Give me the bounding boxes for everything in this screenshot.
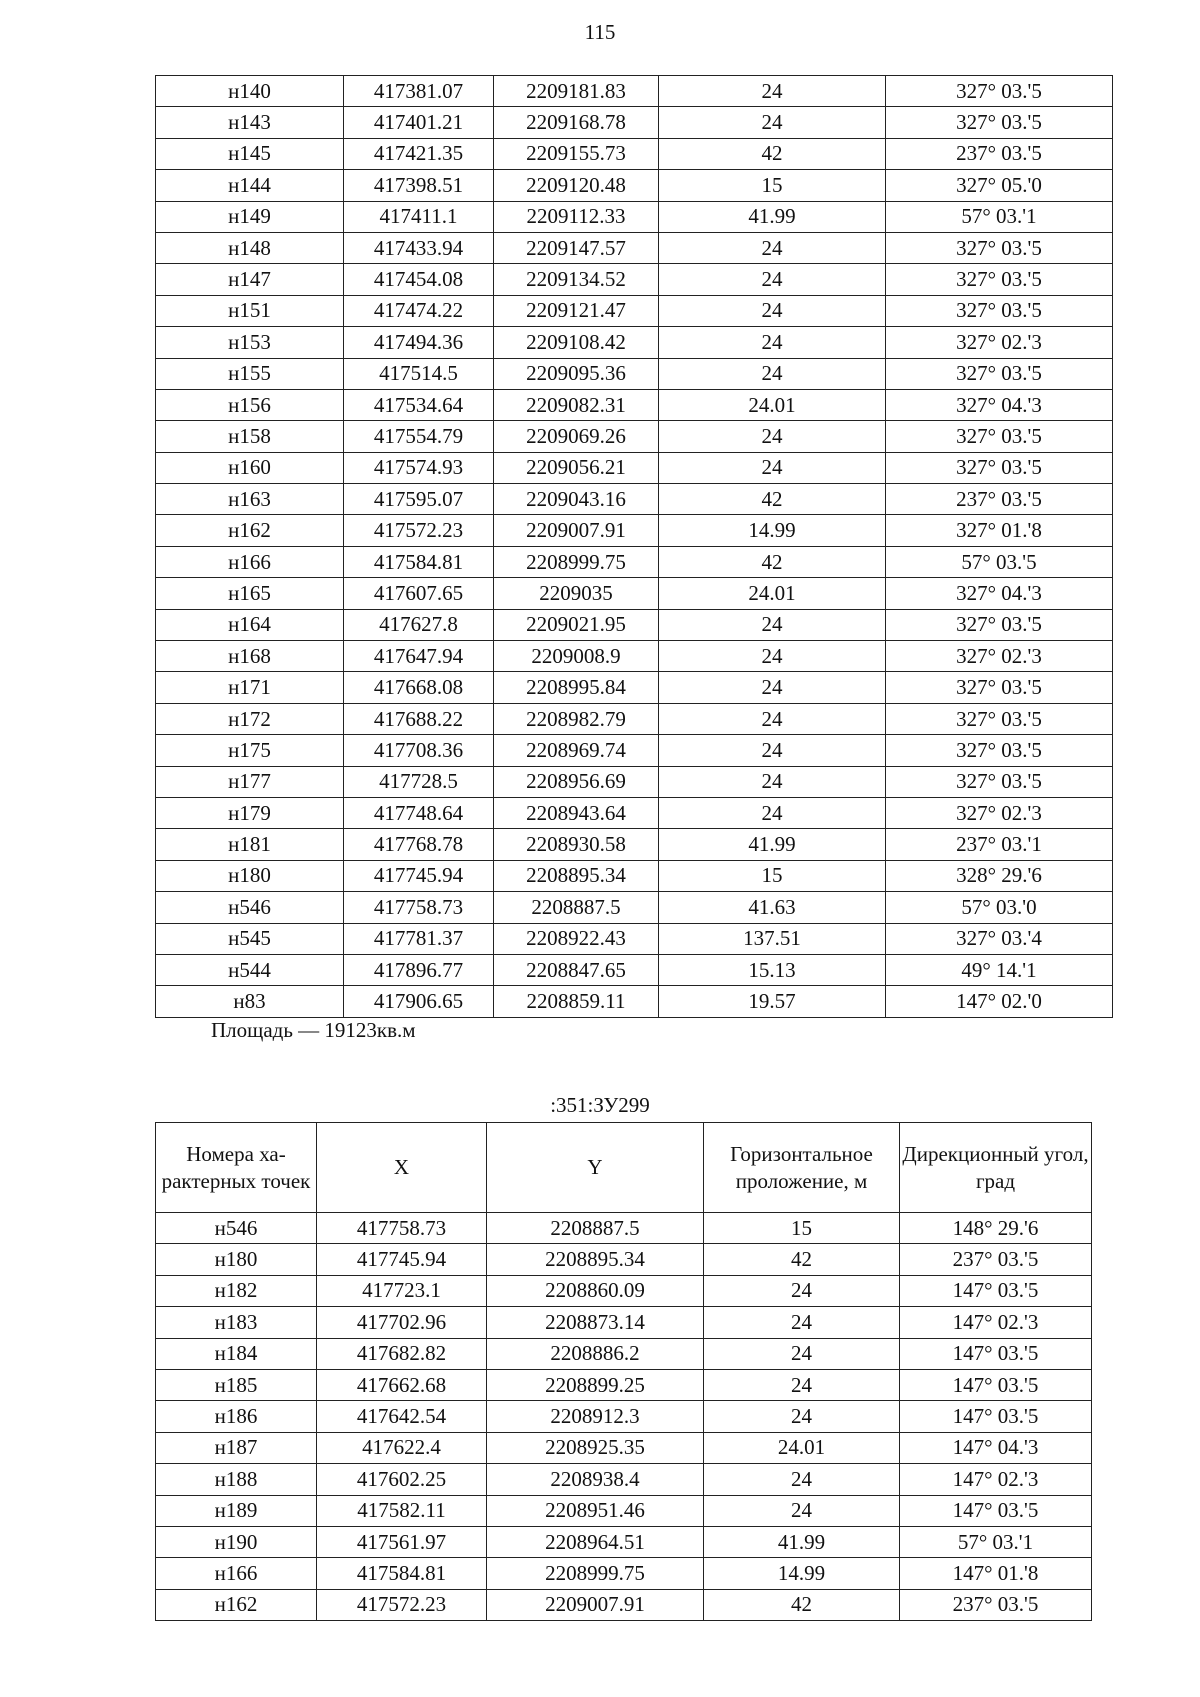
angle-cell: 327° 03.'5	[886, 264, 1113, 295]
distance-cell: 24	[704, 1495, 900, 1526]
table-row	[156, 327, 1113, 358]
distance-cell: 41.99	[659, 829, 886, 860]
coordinates-table-zu299-body	[156, 1213, 1092, 1621]
y-cell: 2209134.52	[494, 264, 659, 295]
angle-cell: 57° 03.'1	[886, 201, 1113, 232]
point-number-cell: н145	[156, 138, 344, 169]
x-cell: 417745.94	[344, 860, 494, 891]
x-cell: 417622.4	[317, 1432, 487, 1463]
point-number-cell: н180	[156, 1244, 317, 1275]
point-number-cell: н185	[156, 1369, 317, 1400]
table-row	[156, 892, 1113, 923]
distance-cell: 41.99	[704, 1526, 900, 1557]
y-cell: 2209035	[494, 578, 659, 609]
point-number-cell: н544	[156, 954, 344, 985]
point-number-cell: н149	[156, 201, 344, 232]
distance-cell: 24	[659, 76, 886, 107]
x-cell: 417421.35	[344, 138, 494, 169]
distance-cell: 24	[659, 703, 886, 734]
distance-cell: 24	[659, 295, 886, 326]
angle-cell: 237° 03.'5	[900, 1244, 1092, 1275]
table-row	[156, 201, 1113, 232]
y-cell: 2208969.74	[494, 735, 659, 766]
y-cell: 2208999.75	[487, 1558, 704, 1589]
point-number-cell: н186	[156, 1401, 317, 1432]
table-row	[156, 1464, 1092, 1495]
angle-cell: 327° 03.'5	[886, 232, 1113, 263]
y-cell: 2209095.36	[494, 358, 659, 389]
y-cell: 2209008.9	[494, 641, 659, 672]
point-number-cell: н180	[156, 860, 344, 891]
table-row	[156, 76, 1113, 107]
table-row	[156, 609, 1113, 640]
header-direction-angle: Дирекционный угол, град	[900, 1123, 1092, 1213]
point-number-cell: н545	[156, 923, 344, 954]
y-cell: 2208912.3	[487, 1401, 704, 1432]
x-cell: 417514.5	[344, 358, 494, 389]
point-number-cell: н177	[156, 766, 344, 797]
x-cell: 417748.64	[344, 797, 494, 828]
point-number-cell: н153	[156, 327, 344, 358]
x-cell: 417906.65	[344, 986, 494, 1017]
table-row	[156, 1275, 1092, 1306]
angle-cell: 327° 03.'5	[886, 703, 1113, 734]
angle-cell: 327° 03.'5	[886, 735, 1113, 766]
y-cell: 2209007.91	[487, 1589, 704, 1620]
distance-cell: 24	[659, 766, 886, 797]
point-number-cell: н188	[156, 1464, 317, 1495]
x-cell: 417572.23	[344, 515, 494, 546]
angle-cell: 147° 02.'3	[900, 1307, 1092, 1338]
distance-cell: 15	[659, 860, 886, 891]
point-number-cell: н166	[156, 546, 344, 577]
table-row	[156, 672, 1113, 703]
table-row	[156, 358, 1113, 389]
angle-cell: 327° 02.'3	[886, 641, 1113, 672]
point-number-cell: н164	[156, 609, 344, 640]
distance-cell: 24	[704, 1464, 900, 1495]
point-number-cell: н179	[156, 797, 344, 828]
point-number-cell: н155	[156, 358, 344, 389]
table-row	[156, 107, 1113, 138]
point-number-cell: н160	[156, 452, 344, 483]
y-cell: 2209121.47	[494, 295, 659, 326]
angle-cell: 148° 29.'6	[900, 1213, 1092, 1244]
table-row	[156, 1432, 1092, 1463]
distance-cell: 42	[659, 546, 886, 577]
table-row	[156, 1307, 1092, 1338]
point-number-cell: н187	[156, 1432, 317, 1463]
table-row	[156, 389, 1113, 420]
coordinates-table-continued	[155, 75, 1113, 1018]
x-cell: 417758.73	[317, 1213, 487, 1244]
table-row	[156, 766, 1113, 797]
point-number-cell: н546	[156, 1213, 317, 1244]
section-title: :351:ЗУ299	[550, 1093, 650, 1117]
point-number-cell: н190	[156, 1526, 317, 1557]
angle-cell: 237° 03.'5	[886, 138, 1113, 169]
x-cell: 417494.36	[344, 327, 494, 358]
y-cell: 2209168.78	[494, 107, 659, 138]
point-number-cell: н181	[156, 829, 344, 860]
distance-cell: 24.01	[659, 389, 886, 420]
y-cell: 2209147.57	[494, 232, 659, 263]
point-number-cell: н158	[156, 421, 344, 452]
angle-cell: 147° 03.'5	[900, 1338, 1092, 1369]
y-cell: 2208938.4	[487, 1464, 704, 1495]
distance-cell: 24	[659, 107, 886, 138]
point-number-cell: н184	[156, 1338, 317, 1369]
distance-cell: 14.99	[704, 1558, 900, 1589]
distance-cell: 19.57	[659, 986, 886, 1017]
y-cell: 2209021.95	[494, 609, 659, 640]
area-text: Площадь — 19123кв.м	[211, 1018, 416, 1042]
point-number-cell: н156	[156, 389, 344, 420]
angle-cell: 327° 03.'5	[886, 672, 1113, 703]
angle-cell: 147° 03.'5	[900, 1495, 1092, 1526]
point-number-cell: н162	[156, 1589, 317, 1620]
table-row	[156, 703, 1113, 734]
distance-cell: 42	[704, 1244, 900, 1275]
y-cell: 2208964.51	[487, 1526, 704, 1557]
angle-cell: 327° 02.'3	[886, 327, 1113, 358]
y-cell: 2209120.48	[494, 170, 659, 201]
y-cell: 2209056.21	[494, 452, 659, 483]
point-number-cell: н165	[156, 578, 344, 609]
point-number-cell: н175	[156, 735, 344, 766]
table-row	[156, 1338, 1092, 1369]
header-point-numbers: Номера ха-рактерных точек	[156, 1123, 317, 1213]
x-cell: 417647.94	[344, 641, 494, 672]
y-cell: 2209112.33	[494, 201, 659, 232]
y-cell: 2208922.43	[494, 923, 659, 954]
distance-cell: 41.63	[659, 892, 886, 923]
x-cell: 417682.82	[317, 1338, 487, 1369]
distance-cell: 24	[659, 327, 886, 358]
table-row	[156, 170, 1113, 201]
distance-cell: 24	[659, 641, 886, 672]
x-cell: 417602.25	[317, 1464, 487, 1495]
distance-cell: 24	[659, 421, 886, 452]
x-cell: 417728.5	[344, 766, 494, 797]
distance-cell: 24	[704, 1338, 900, 1369]
point-number-cell: н546	[156, 892, 344, 923]
angle-cell: 327° 03.'4	[886, 923, 1113, 954]
angle-cell: 147° 01.'8	[900, 1558, 1092, 1589]
x-cell: 417381.07	[344, 76, 494, 107]
table-row	[156, 1401, 1092, 1432]
x-cell: 417702.96	[317, 1307, 487, 1338]
point-number-cell: н168	[156, 641, 344, 672]
distance-cell: 42	[704, 1589, 900, 1620]
point-number-cell: н143	[156, 107, 344, 138]
distance-cell: 15.13	[659, 954, 886, 985]
x-cell: 417554.79	[344, 421, 494, 452]
x-cell: 417454.08	[344, 264, 494, 295]
table-row	[156, 1495, 1092, 1526]
y-cell: 2208859.11	[494, 986, 659, 1017]
angle-cell: 327° 03.'5	[886, 76, 1113, 107]
table-row	[156, 578, 1113, 609]
table-row	[156, 1526, 1092, 1557]
point-number-cell: н183	[156, 1307, 317, 1338]
distance-cell: 24	[704, 1369, 900, 1400]
y-cell: 2209155.73	[494, 138, 659, 169]
distance-cell: 24	[659, 232, 886, 263]
angle-cell: 327° 05.'0	[886, 170, 1113, 201]
table-row	[156, 515, 1113, 546]
table-row	[156, 1589, 1092, 1620]
angle-cell: 327° 03.'5	[886, 452, 1113, 483]
x-cell: 417668.08	[344, 672, 494, 703]
angle-cell: 147° 02.'3	[900, 1464, 1092, 1495]
table-row	[156, 641, 1113, 672]
x-cell: 417758.73	[344, 892, 494, 923]
distance-cell: 24	[659, 672, 886, 703]
table-header-row	[156, 1123, 1092, 1213]
distance-cell: 42	[659, 484, 886, 515]
x-cell: 417584.81	[344, 546, 494, 577]
angle-cell: 327° 03.'5	[886, 766, 1113, 797]
point-number-cell: н189	[156, 1495, 317, 1526]
distance-cell: 24.01	[704, 1432, 900, 1463]
y-cell: 2208847.65	[494, 954, 659, 985]
point-number-cell: н171	[156, 672, 344, 703]
table-row	[156, 452, 1113, 483]
angle-cell: 237° 03.'5	[900, 1589, 1092, 1620]
angle-cell: 237° 03.'1	[886, 829, 1113, 860]
x-cell: 417642.54	[317, 1401, 487, 1432]
header-y: Y	[487, 1123, 704, 1213]
point-number-cell: н182	[156, 1275, 317, 1306]
y-cell: 2208956.69	[494, 766, 659, 797]
distance-cell: 24	[704, 1307, 900, 1338]
x-cell: 417433.94	[344, 232, 494, 263]
y-cell: 2208860.09	[487, 1275, 704, 1306]
table-row	[156, 295, 1113, 326]
distance-cell: 24	[659, 735, 886, 766]
y-cell: 2209181.83	[494, 76, 659, 107]
angle-cell: 147° 03.'5	[900, 1369, 1092, 1400]
x-cell: 417401.21	[344, 107, 494, 138]
angle-cell: 147° 02.'0	[886, 986, 1113, 1017]
distance-cell: 24.01	[659, 578, 886, 609]
table-row	[156, 421, 1113, 452]
x-cell: 417584.81	[317, 1558, 487, 1589]
angle-cell: 147° 03.'5	[900, 1401, 1092, 1432]
x-cell: 417768.78	[344, 829, 494, 860]
x-cell: 417662.68	[317, 1369, 487, 1400]
y-cell: 2209082.31	[494, 389, 659, 420]
point-number-cell: н151	[156, 295, 344, 326]
angle-cell: 327° 02.'3	[886, 797, 1113, 828]
distance-cell: 14.99	[659, 515, 886, 546]
table-row	[156, 264, 1113, 295]
y-cell: 2208887.5	[494, 892, 659, 923]
distance-cell: 24	[659, 797, 886, 828]
x-cell: 417561.97	[317, 1526, 487, 1557]
x-cell: 417474.22	[344, 295, 494, 326]
x-cell: 417745.94	[317, 1244, 487, 1275]
y-cell: 2209007.91	[494, 515, 659, 546]
angle-cell: 147° 04.'3	[900, 1432, 1092, 1463]
y-cell: 2208943.64	[494, 797, 659, 828]
y-cell: 2208895.34	[494, 860, 659, 891]
x-cell: 417607.65	[344, 578, 494, 609]
angle-cell: 327° 03.'5	[886, 358, 1113, 389]
distance-cell: 24	[659, 452, 886, 483]
y-cell: 2208995.84	[494, 672, 659, 703]
angle-cell: 57° 03.'5	[886, 546, 1113, 577]
table-row	[156, 923, 1113, 954]
y-cell: 2208873.14	[487, 1307, 704, 1338]
x-cell: 417896.77	[344, 954, 494, 985]
y-cell: 2208930.58	[494, 829, 659, 860]
x-cell: 417572.23	[317, 1589, 487, 1620]
y-cell: 2208886.2	[487, 1338, 704, 1369]
coordinates-table-body	[156, 76, 1113, 1018]
distance-cell: 15	[704, 1213, 900, 1244]
point-number-cell: н147	[156, 264, 344, 295]
distance-cell: 15	[659, 170, 886, 201]
distance-cell: 24	[659, 609, 886, 640]
point-number-cell: н163	[156, 484, 344, 515]
point-number-cell: н162	[156, 515, 344, 546]
table-row	[156, 735, 1113, 766]
x-cell: 417708.36	[344, 735, 494, 766]
table-row	[156, 860, 1113, 891]
distance-cell: 24	[704, 1401, 900, 1432]
angle-cell: 57° 03.'1	[900, 1526, 1092, 1557]
table-row	[156, 1369, 1092, 1400]
x-cell: 417398.51	[344, 170, 494, 201]
table-row	[156, 797, 1113, 828]
header-horizontal-distance: Горизонтальное проложение, м	[704, 1123, 900, 1213]
y-cell: 2209069.26	[494, 421, 659, 452]
angle-cell: 57° 03.'0	[886, 892, 1113, 923]
table-row	[156, 546, 1113, 577]
angle-cell: 327° 04.'3	[886, 389, 1113, 420]
page-number: 115	[584, 20, 616, 44]
table-row	[156, 232, 1113, 263]
x-cell: 417582.11	[317, 1495, 487, 1526]
point-number-cell: н166	[156, 1558, 317, 1589]
coordinates-table-zu299	[155, 1122, 1092, 1621]
y-cell: 2209108.42	[494, 327, 659, 358]
distance-cell: 137.51	[659, 923, 886, 954]
y-cell: 2208999.75	[494, 546, 659, 577]
x-cell: 417411.1	[344, 201, 494, 232]
table-row	[156, 1213, 1092, 1244]
y-cell: 2208895.34	[487, 1244, 704, 1275]
angle-cell: 327° 03.'5	[886, 107, 1113, 138]
angle-cell: 237° 03.'5	[886, 484, 1113, 515]
x-cell: 417574.93	[344, 452, 494, 483]
angle-cell: 327° 03.'5	[886, 609, 1113, 640]
angle-cell: 49° 14.'1	[886, 954, 1113, 985]
distance-cell: 24	[659, 358, 886, 389]
y-cell: 2209043.16	[494, 484, 659, 515]
x-cell: 417595.07	[344, 484, 494, 515]
x-cell: 417781.37	[344, 923, 494, 954]
angle-cell: 147° 03.'5	[900, 1275, 1092, 1306]
angle-cell: 327° 03.'5	[886, 295, 1113, 326]
header-x: X	[317, 1123, 487, 1213]
y-cell: 2208899.25	[487, 1369, 704, 1400]
table-row	[156, 986, 1113, 1017]
point-number-cell: н172	[156, 703, 344, 734]
table-row	[156, 954, 1113, 985]
distance-cell: 24	[659, 264, 886, 295]
y-cell: 2208951.46	[487, 1495, 704, 1526]
distance-cell: 41.99	[659, 201, 886, 232]
y-cell: 2208887.5	[487, 1213, 704, 1244]
table-row	[156, 1558, 1092, 1589]
y-cell: 2208982.79	[494, 703, 659, 734]
angle-cell: 328° 29.'6	[886, 860, 1113, 891]
angle-cell: 327° 03.'5	[886, 421, 1113, 452]
point-number-cell: н140	[156, 76, 344, 107]
distance-cell: 24	[704, 1275, 900, 1306]
point-number-cell: н144	[156, 170, 344, 201]
y-cell: 2208925.35	[487, 1432, 704, 1463]
point-number-cell: н83	[156, 986, 344, 1017]
angle-cell: 327° 04.'3	[886, 578, 1113, 609]
distance-cell: 42	[659, 138, 886, 169]
x-cell: 417534.64	[344, 389, 494, 420]
table-row	[156, 484, 1113, 515]
table-row	[156, 138, 1113, 169]
table-row	[156, 1244, 1092, 1275]
x-cell: 417688.22	[344, 703, 494, 734]
point-number-cell: н148	[156, 232, 344, 263]
table-row	[156, 829, 1113, 860]
x-cell: 417723.1	[317, 1275, 487, 1306]
angle-cell: 327° 01.'8	[886, 515, 1113, 546]
x-cell: 417627.8	[344, 609, 494, 640]
